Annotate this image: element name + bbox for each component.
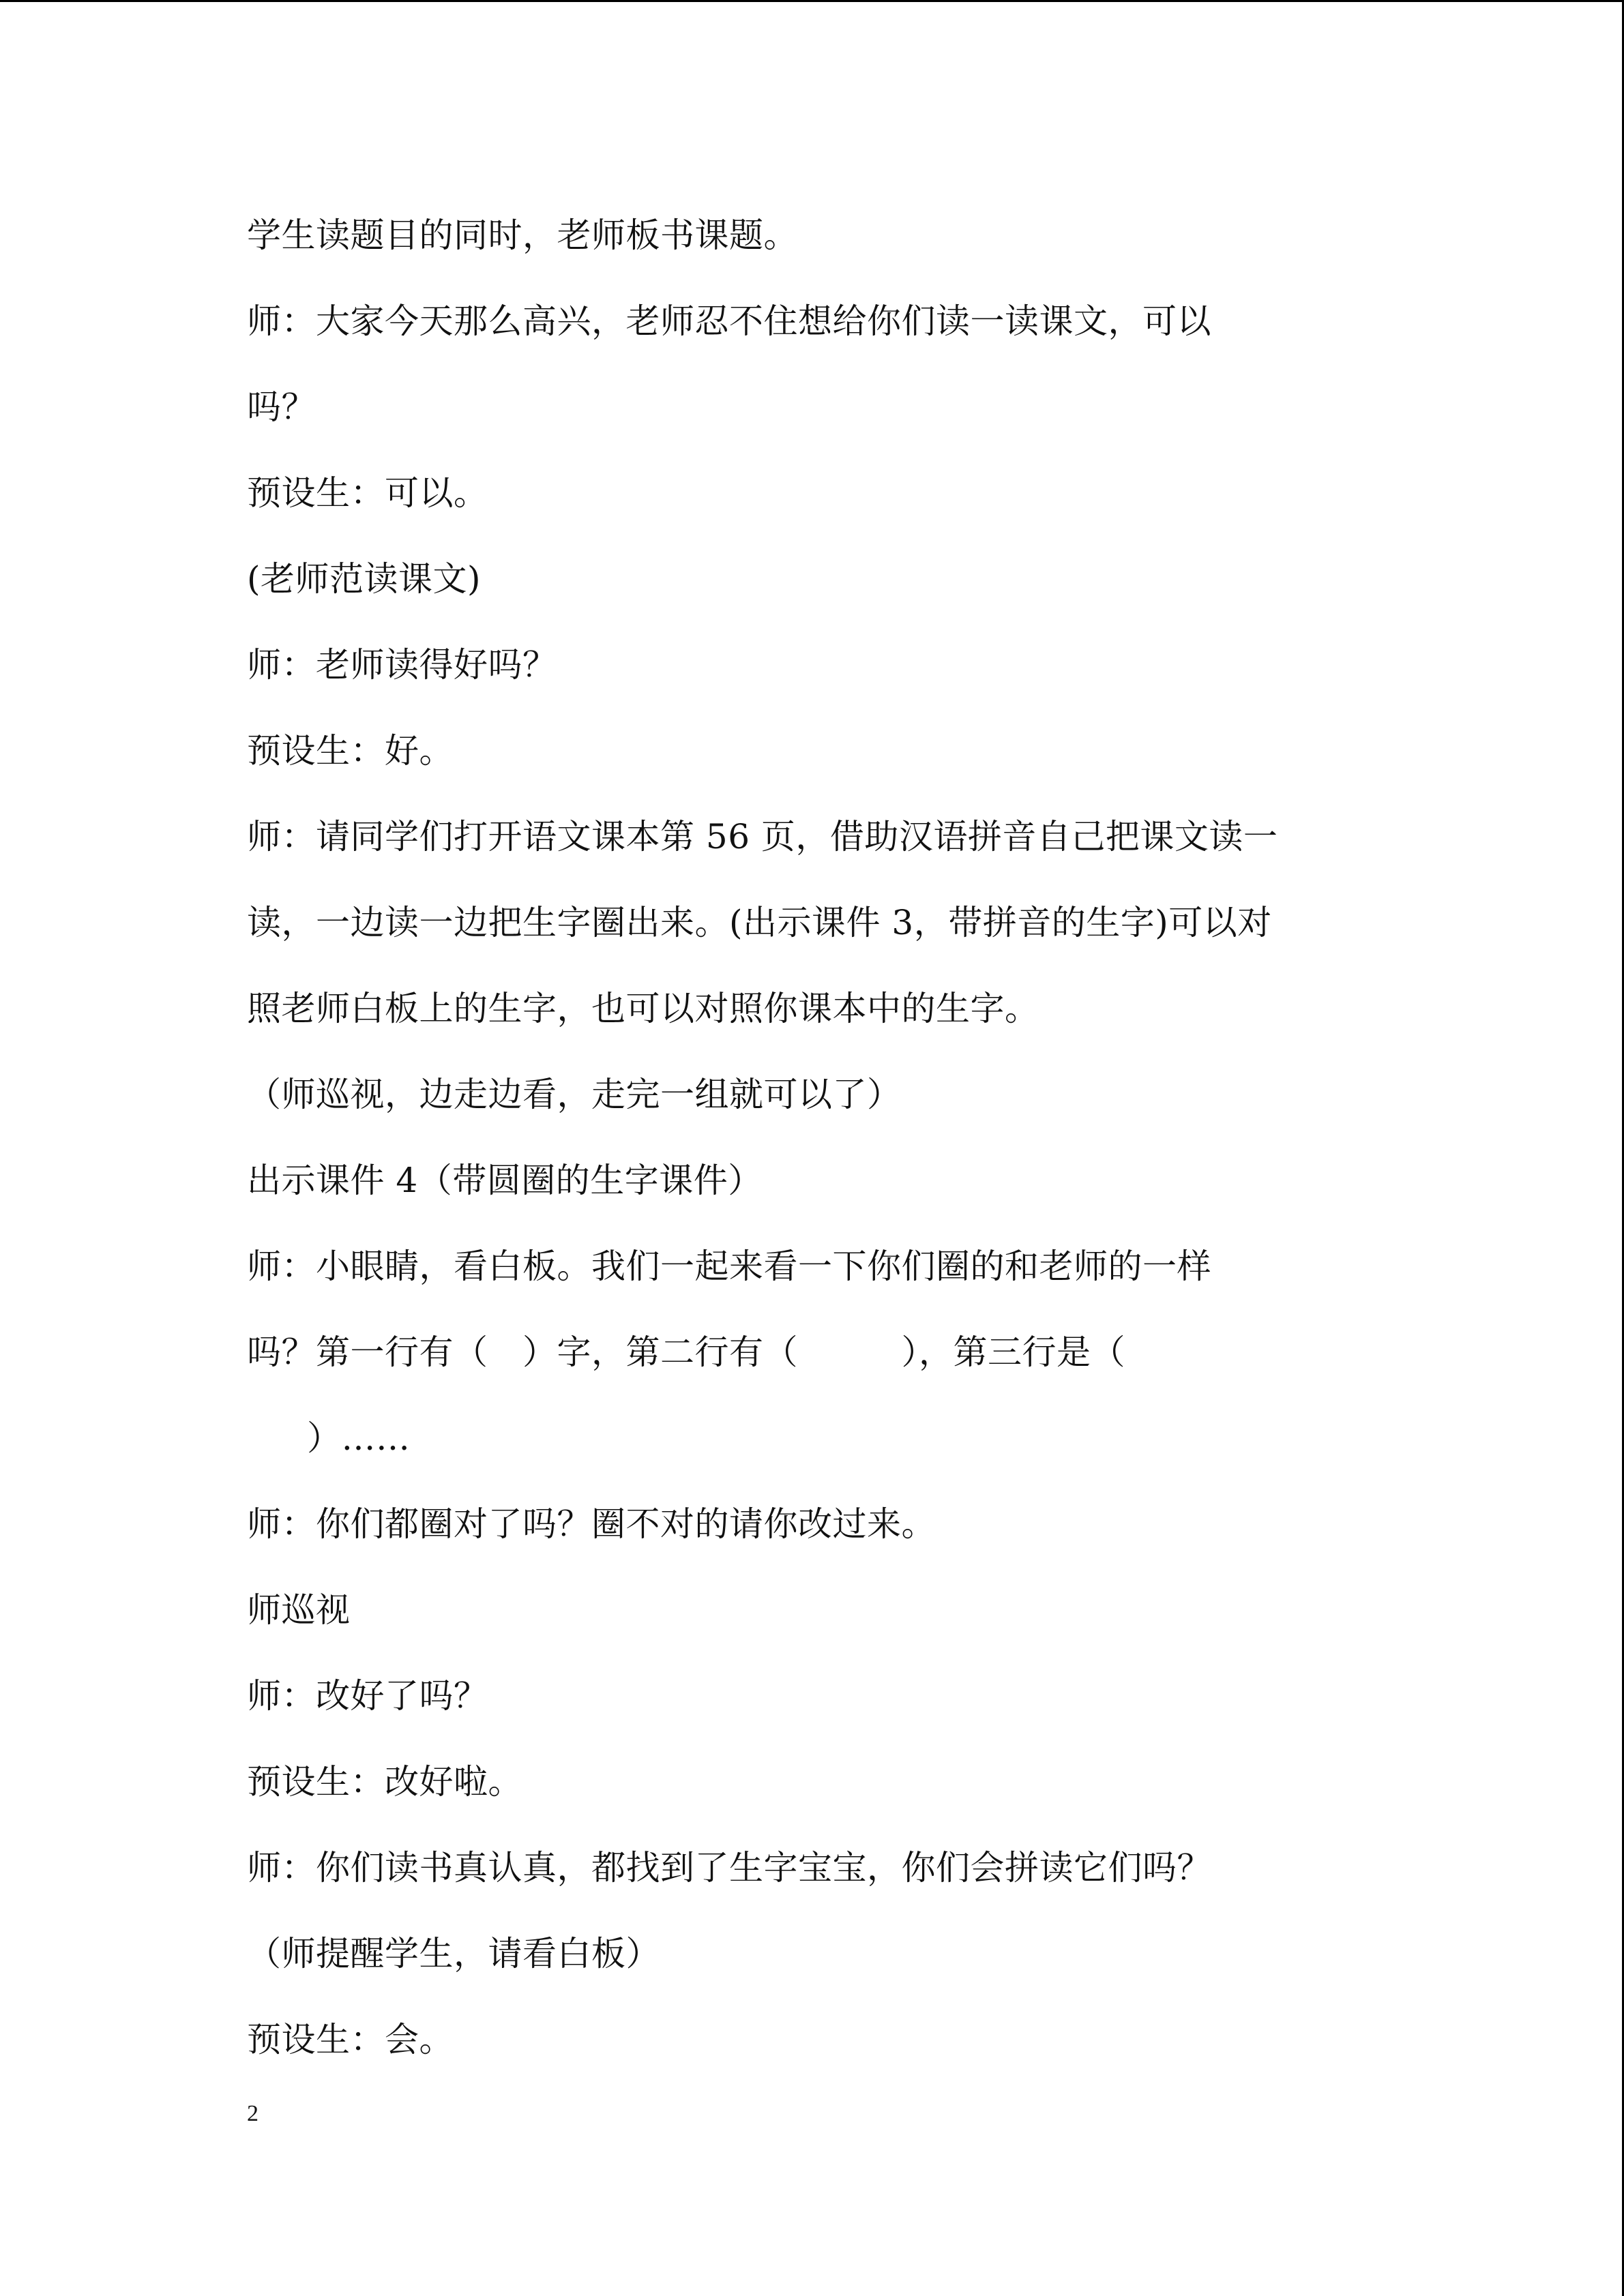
text-line-18: 师：改好了吗？	[247, 1676, 488, 1716]
text-line-3: 吗？	[247, 387, 316, 427]
text-line-8: 师：请同学们打开语文课本第 56 页，借助汉语拼音自己把课文读一	[247, 817, 1278, 856]
text-line-6: 师：老师读得好吗？	[247, 645, 557, 685]
text-line-9: 读，一边读一边把生字圈出来。(出示课件 3，带拼音的生字)可以对	[247, 903, 1272, 942]
text-line-22: 预设生：会。	[247, 2020, 454, 2059]
text-line-16: 师：你们都圈对了吗？圈不对的请你改过来。	[247, 1504, 936, 1544]
text-line-12: 出示课件 4（带圆圈的生字课件）	[247, 1161, 763, 1200]
text-line-10: 照老师白板上的生字，也可以对照你课本中的生字。	[247, 989, 1039, 1028]
text-line-13: 师：小眼睛，看白板。我们一起来看一下你们圈的和老师的一样	[247, 1247, 1211, 1286]
text-line-2: 师：大家今天那么高兴，老师忍不住想给你们读一读课文，可以	[247, 301, 1211, 341]
text-line-20: 师：你们读书真认真，都找到了生字宝宝，你们会拼读它们吗？	[247, 1848, 1211, 1888]
page-number: 2	[247, 2101, 259, 2126]
text-line-7: 预设生：好。	[247, 731, 454, 771]
text-line-11: （师巡视，边走边看，走完一组就可以了）	[247, 1075, 902, 1114]
text-line-19: 预设生：改好啦。	[247, 1762, 522, 1802]
text-line-15: ）……	[307, 1418, 411, 1458]
text-line-1: 学生读题目的同时，老师板书课题。	[247, 215, 798, 255]
text-line-14: 吗？第一行有（ ）字，第二行有（ ），第三行是（	[247, 1332, 1125, 1372]
document-body	[247, 192, 1393, 2083]
text-line-5: (老师范读课文)	[247, 559, 482, 599]
text-line-21: （师提醒学生，请看白板）	[247, 1934, 660, 1973]
text-line-4: 预设生：可以。	[247, 473, 488, 513]
text-line-17: 师巡视	[247, 1590, 351, 1630]
